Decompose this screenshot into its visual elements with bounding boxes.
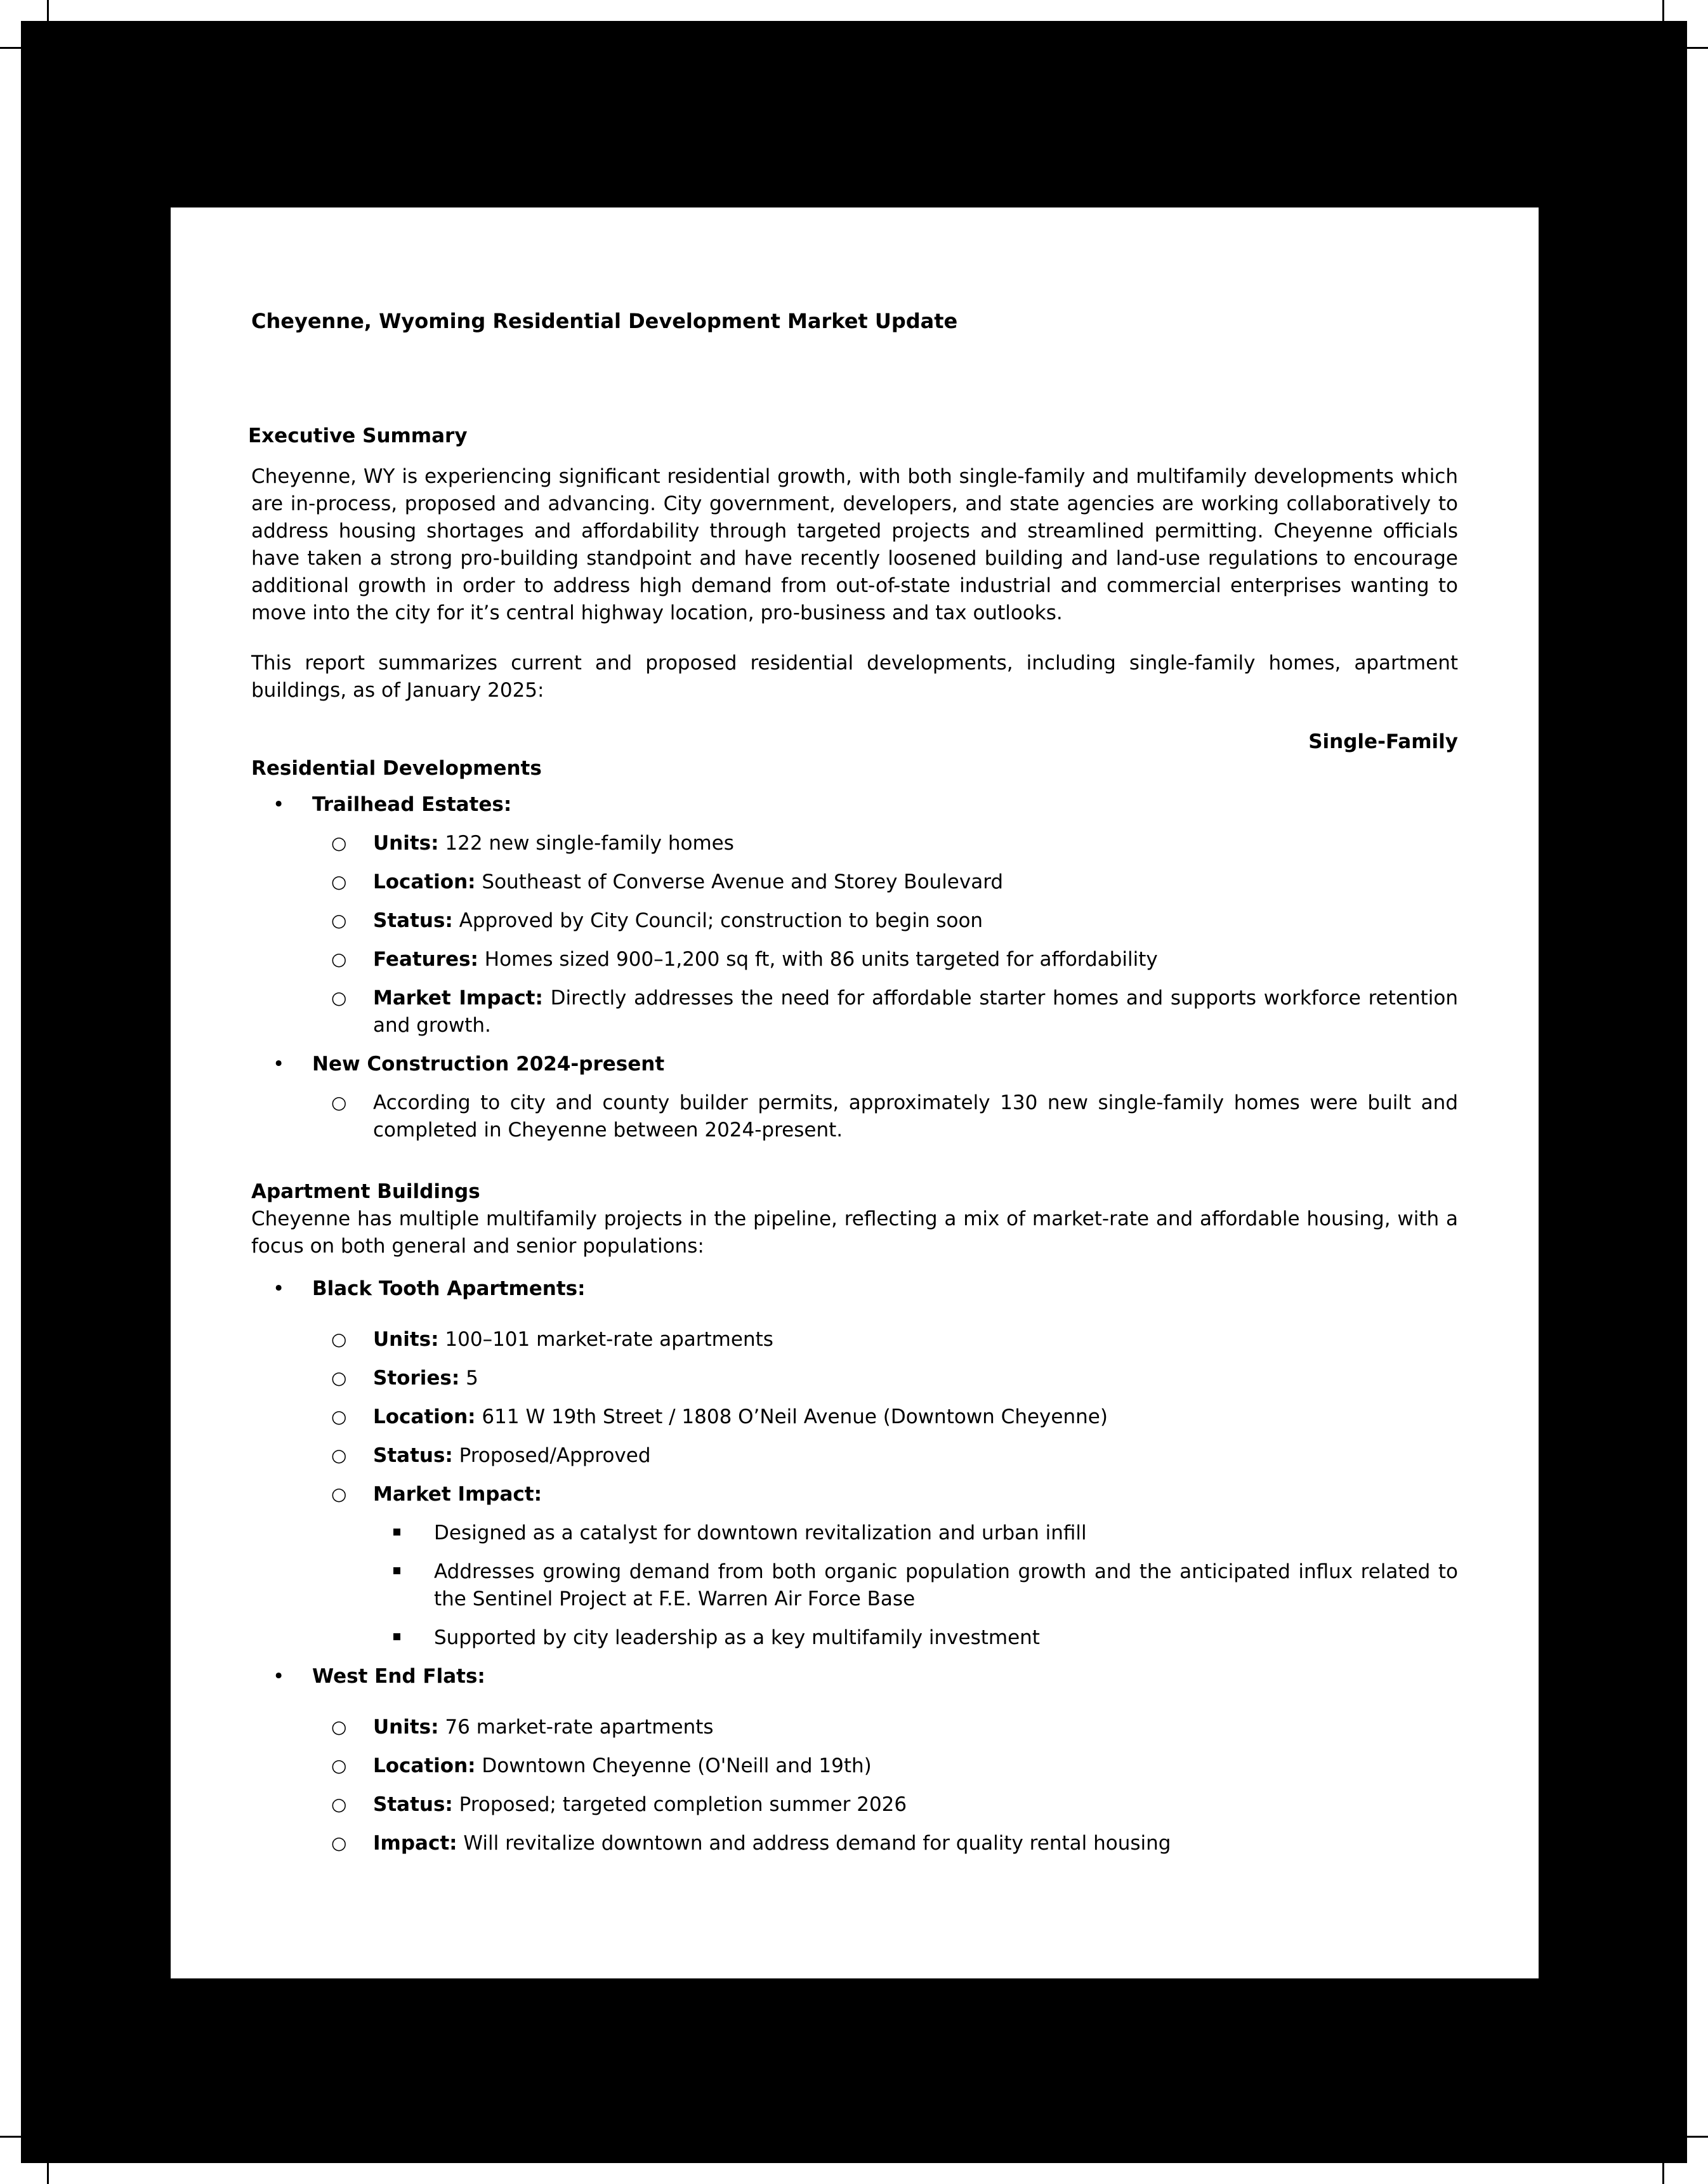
apartment-buildings-heading: Apartment Buildings [251,1180,480,1203]
list-item [312,1089,1458,1144]
location-value: Southeast of Converse Avenue and Storey Boulevard [475,871,1004,893]
list-item [251,791,1458,1039]
new-construction-title: New Construction 2024-present [312,1053,665,1076]
stories-value: 5 [459,1367,478,1390]
single-family-section [251,757,1458,1155]
west-end-flats-title: West End Flats: [312,1665,485,1688]
list-item [373,1520,1458,1547]
impact-value: Will revitalize downtown and address demand for quality rental housing [457,1832,1171,1855]
units-value: 122 new single-family homes [438,832,734,855]
executive-summary-heading: Executive Summary [248,424,468,447]
location-value: Downtown Cheyenne (O'Neill and 19th) [475,1754,872,1777]
units-label: Units: [373,1328,439,1351]
stories-label: Stories: [373,1367,460,1390]
circle-bullet: ○ [331,1483,347,1504]
market-impact-label: Market Impact: [373,1483,542,1506]
circle-bullet: ○ [331,1716,347,1737]
status-label: Status: [373,1444,453,1467]
circle-bullet: ○ [331,1406,347,1427]
list-item [312,1365,1458,1392]
market-impact-label: Market Impact: [373,987,543,1010]
list-item [312,869,1458,896]
circle-bullet: ○ [331,910,347,931]
status-value: Proposed/Approved [452,1444,651,1467]
crop-mark-top-left [47,0,49,23]
circle-bullet: ○ [331,949,347,970]
crop-mark-bottom-left [47,2161,49,2184]
status-label: Status: [373,909,453,932]
list-item [312,985,1458,1039]
location-label: Location: [373,1405,476,1428]
list-item [312,1326,1458,1353]
features-label: Features: [373,948,478,971]
list-item [251,1051,1458,1144]
circle-bullet: ○ [331,1367,347,1388]
report-scope-paragraph: This report summarizes current and proposed residential developments, including single-family homes, apartment buildings, as of January 2025: [251,652,1458,702]
status-label: Status: [373,1793,453,1816]
new-construction-details [312,1089,1458,1144]
location-label: Location: [373,871,476,893]
market-impact-list [373,1520,1458,1652]
residential-developments-heading: Residential Developments [251,757,542,780]
crop-mark-right-top [1685,47,1708,49]
circle-bullet: ○ [331,1329,347,1350]
impact-text: Addresses growing demand from both organic population growth and the anticipated influx related to the Sentinel Project at F.E. Warren Air Force Base [434,1560,1458,1610]
list-item [373,1624,1458,1652]
list-item [312,1791,1458,1819]
apartments-intro: Cheyenne has multiple multifamily projects in the pipeline, reflecting a mix of market-rate and affordable housing, with a focus on both general and senior populations: [251,1207,1458,1258]
square-bullet [393,1633,400,1640]
list-item [251,1275,1458,1652]
west-end-details [312,1714,1458,1857]
list-item [373,1558,1458,1613]
status-value: Proposed; targeted completion summer 2026 [452,1793,907,1816]
document-page [171,207,1539,1978]
list-item [312,907,1458,935]
list-item [312,1753,1458,1780]
apartments-list [251,1275,1458,1857]
disc-bullet: • [273,1277,285,1300]
disc-bullet: • [273,1665,285,1688]
single-family-heading: Single-Family [1308,730,1458,753]
crop-mark-bottom-right [1662,2161,1664,2184]
units-value: 100–101 market-rate apartments [438,1328,773,1351]
document-title: Cheyenne, Wyoming Residential Development Market Update [251,309,958,333]
status-value: Approved by City Council; construction to begin soon [452,909,983,932]
list-item [312,1714,1458,1741]
circle-bullet: ○ [331,1092,347,1113]
crop-mark-right-bottom [1685,2136,1708,2138]
single-family-list [251,791,1458,1144]
circle-bullet: ○ [331,1445,347,1466]
crop-mark-left-bottom [0,2136,23,2138]
circle-bullet: ○ [331,832,347,853]
crop-mark-left-top [0,47,23,49]
list-item [312,830,1458,857]
units-label: Units: [373,1716,439,1739]
circle-bullet: ○ [331,1755,347,1776]
executive-summary-paragraph: Cheyenne, WY is experiencing significant residential growth, with both single-family and multifamily developments which are in-process, proposed and advancing. City government, developers, and state agencies are working collaboratively to address housing shortages and affordability through targeted projects and streamlined permitting. Cheyenne officials have taken a strong pro-building standpoint and have recently loosened building and land-use regulations to encourage additional growth in order to address high demand from out-of-state industrial and commercial enterprises wanting to move into the city for it’s central highway location, pro-business and tax outlooks. [251,465,1458,624]
units-value: 76 market-rate apartments [438,1716,714,1739]
features-value: Homes sized 900–1,200 sq ft, with 86 units targeted for affordability [478,948,1158,971]
square-bullet [393,1529,400,1536]
disc-bullet: • [273,793,285,816]
executive-summary-section [251,463,1458,704]
list-item [312,1481,1458,1652]
square-bullet [393,1567,400,1574]
list-item [312,946,1458,973]
impact-text: Designed as a catalyst for downtown revitalization and urban infill [434,1522,1087,1544]
black-tooth-details [312,1326,1458,1652]
location-value: 611 W 19th Street / 1808 O’Neil Avenue (Downtown Cheyenne) [475,1405,1108,1428]
circle-bullet: ○ [331,987,347,1008]
apartments-section [251,1178,1458,1869]
circle-bullet: ○ [331,871,347,892]
list-item [312,1404,1458,1431]
trailhead-estates-title: Trailhead Estates: [312,793,512,816]
executive-summary-heading-block [248,424,1455,447]
list-item [312,1830,1458,1857]
disc-bullet: • [273,1053,285,1076]
black-tooth-title: Black Tooth Apartments: [312,1277,586,1300]
location-label: Location: [373,1754,476,1777]
new-construction-text: According to city and county builder permits, approximately 130 new single-family homes were built and completed in Cheyenne between 2024-present. [373,1091,1458,1141]
list-item [312,1442,1458,1470]
market-impact-value: Directly addresses the need for affordable starter homes and supports workforce retention and growth. [373,987,1458,1037]
circle-bullet: ○ [331,1794,347,1815]
trailhead-details [312,830,1458,1039]
units-label: Units: [373,832,439,855]
impact-label: Impact: [373,1832,457,1855]
list-item [251,1663,1458,1857]
crop-mark-top-right [1662,0,1664,23]
circle-bullet: ○ [331,1832,347,1853]
impact-text: Supported by city leadership as a key multifamily investment [434,1626,1040,1649]
